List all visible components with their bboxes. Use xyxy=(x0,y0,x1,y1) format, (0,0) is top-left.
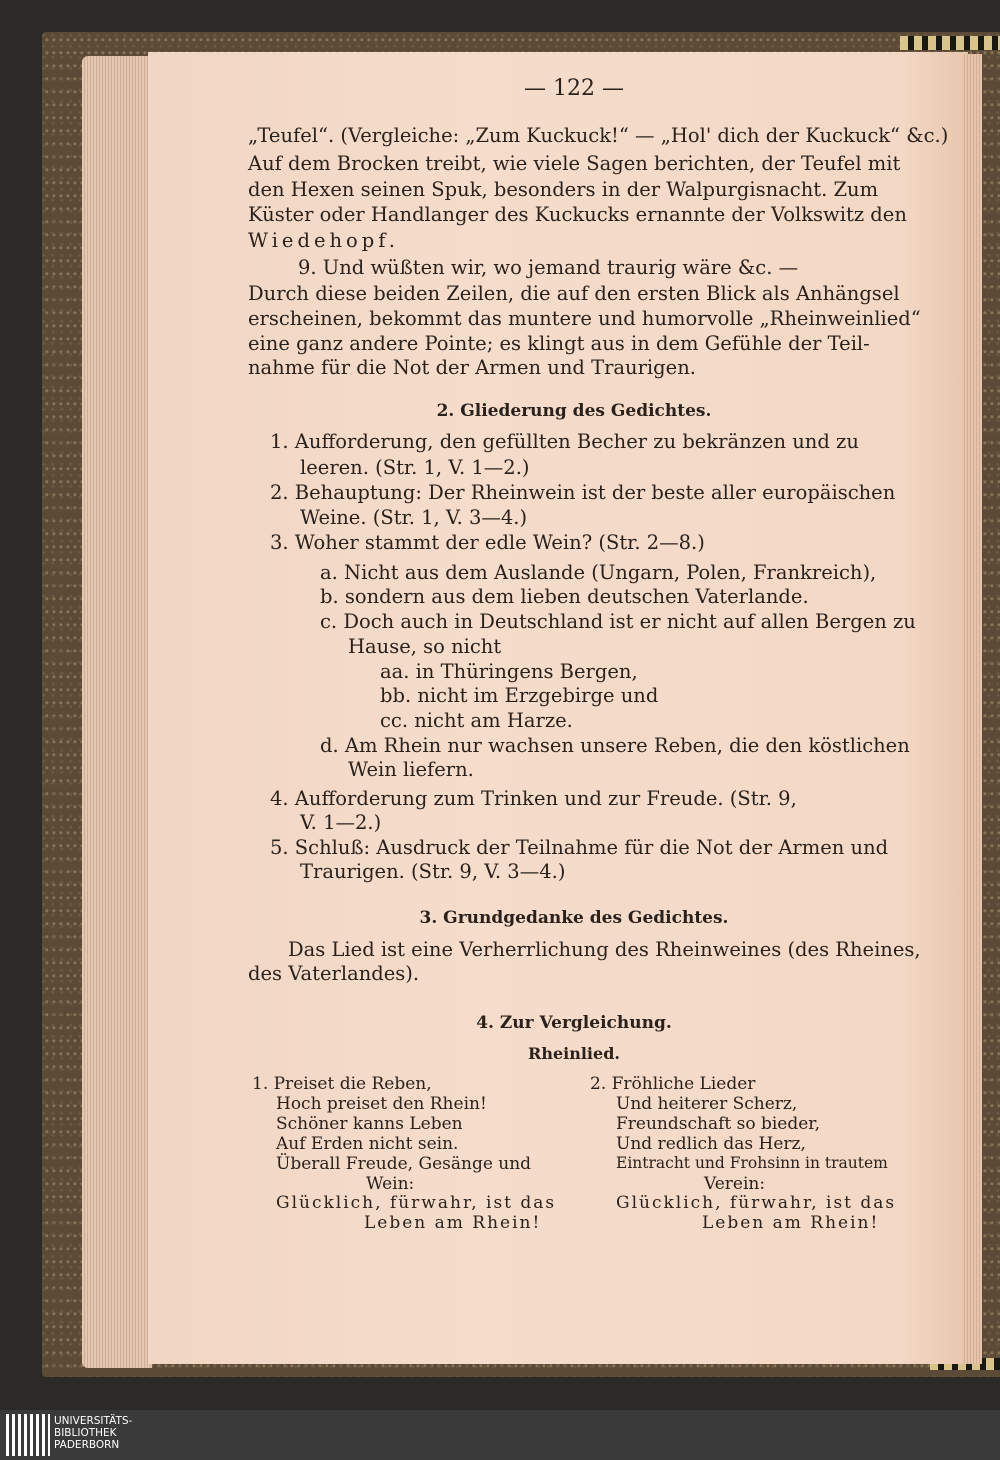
poem-line: Freundschaft so bieder, xyxy=(616,1114,820,1134)
outline-subitem: Hause, so nicht xyxy=(348,635,502,658)
outline-subsubitem: aa. in Thüringens Bergen, xyxy=(380,660,638,683)
poem-line: Schöner kanns Leben xyxy=(276,1114,463,1134)
poem-line: Wein: xyxy=(366,1174,415,1194)
library-logo-text: UNIVERSITÄTS- xyxy=(54,1415,133,1427)
text-line: „Teufel“. (Vergleiche: „Zum Kuckuck!“ — „Hol' dich der Kuckuck“ &c.) xyxy=(248,124,949,147)
outline-item: 2. Behauptung: Der Rheinwein ist der beste aller europäischen xyxy=(270,481,896,504)
outline-item: 4. Aufforderung zum Trinken und zur Freude. (Str. 9, xyxy=(270,787,797,810)
poem-line: Verein: xyxy=(704,1174,766,1194)
outline-item: leeren. (Str. 1, V. 1—2.) xyxy=(300,456,530,479)
outline-subitem: Wein liefern. xyxy=(348,758,474,781)
page-edges-left xyxy=(82,56,152,1368)
outline-item: V. 1—2.) xyxy=(300,811,382,834)
text-line: Auf dem Brocken treibt, wie viele Sagen berichten, der Teufel mit xyxy=(248,152,901,175)
text-line: erscheinen, bekommt das muntere und humorvolle „Rheinweinlied“ xyxy=(248,307,921,330)
outline-item: 1. Aufforderung, den gefüllten Becher zu bekränzen und zu xyxy=(270,430,859,453)
outline-subsubitem: bb. nicht im Erzgebirge und xyxy=(380,684,659,707)
text-line: den Hexen seinen Spuk, besonders in der Walpurgisnacht. Zum xyxy=(248,178,879,201)
section-heading: 3. Grundgedanke des Gedichtes. xyxy=(419,908,729,928)
poem-title: Rheinlied. xyxy=(528,1044,620,1063)
poem-line: Eintracht und Frohsinn in trautem xyxy=(616,1154,888,1172)
outline-subitem: d. Am Rhein nur wachsen unsere Reben, die den köstlichen xyxy=(320,734,910,757)
text-line: 9. Und wüßten wir, wo jemand traurig wäre &c. — xyxy=(298,256,799,279)
page-number: — 122 — xyxy=(524,76,624,101)
section-heading: 4. Zur Vergleichung. xyxy=(476,1013,672,1033)
outline-item: 5. Schluß: Ausdruck der Teilnahme für die Not der Armen und xyxy=(270,836,889,859)
poem-line: 2. Fröhliche Lieder xyxy=(590,1074,756,1094)
poem-line: Auf Erden nicht sein. xyxy=(276,1134,459,1154)
poem-line: Leben am Rhein! xyxy=(702,1213,880,1233)
poem-line: 1. Preiset die Reben, xyxy=(252,1074,432,1094)
spine-pattern-top xyxy=(900,36,1000,50)
poem-line: Leben am Rhein! xyxy=(364,1213,542,1233)
footer-bar xyxy=(0,1410,1000,1460)
poem-line: Glücklich, fürwahr, ist das xyxy=(616,1193,897,1213)
text-line: Küster oder Handlanger des Kuckucks ernannte der Volkswitz den xyxy=(248,203,907,226)
poem-line: Und redlich das Herz, xyxy=(616,1134,806,1154)
section-heading: 2. Gliederung des Gedichtes. xyxy=(436,401,712,421)
library-logo-icon xyxy=(6,1414,50,1456)
text-line: des Vaterlandes). xyxy=(248,962,420,985)
poem-line: Überall Freude, Gesänge und xyxy=(276,1154,532,1174)
outline-item: 3. Woher stammt der edle Wein? (Str. 2—8.) xyxy=(270,531,705,554)
text-line: nahme für die Not der Armen und Traurigen. xyxy=(248,356,696,379)
text-line: Durch diese beiden Zeilen, die auf den ersten Blick als Anhängsel xyxy=(248,282,900,305)
poem-line: Glücklich, fürwahr, ist das xyxy=(276,1193,557,1213)
outline-item: Weine. (Str. 1, V. 3—4.) xyxy=(300,506,528,529)
text-line: Wiedehopf. xyxy=(248,229,400,252)
library-logo-text: BIBLIOTHEK xyxy=(54,1427,117,1439)
outline-subitem: a. Nicht aus dem Auslande (Ungarn, Polen, Frankreich), xyxy=(320,561,877,584)
text-line: Das Lied ist eine Verherrlichung des Rheinweines (des Rheines, xyxy=(288,938,921,961)
outline-subitem: b. sondern aus dem lieben deutschen Vaterlande. xyxy=(320,585,809,608)
outline-subsubitem: cc. nicht am Harze. xyxy=(380,709,573,732)
page-edges-right xyxy=(962,54,982,1364)
outline-item: Traurigen. (Str. 9, V. 3—4.) xyxy=(300,860,566,883)
poem-line: Hoch preiset den Rhein! xyxy=(276,1094,487,1114)
outline-subitem: c. Doch auch in Deutschland ist er nicht auf allen Bergen zu xyxy=(320,610,916,633)
library-logo-text: PADERBORN xyxy=(54,1439,120,1451)
poem-line: Und heiterer Scherz, xyxy=(616,1094,798,1114)
text-line: eine ganz andere Pointe; es klingt aus in dem Gefühle der Teil- xyxy=(248,332,870,355)
